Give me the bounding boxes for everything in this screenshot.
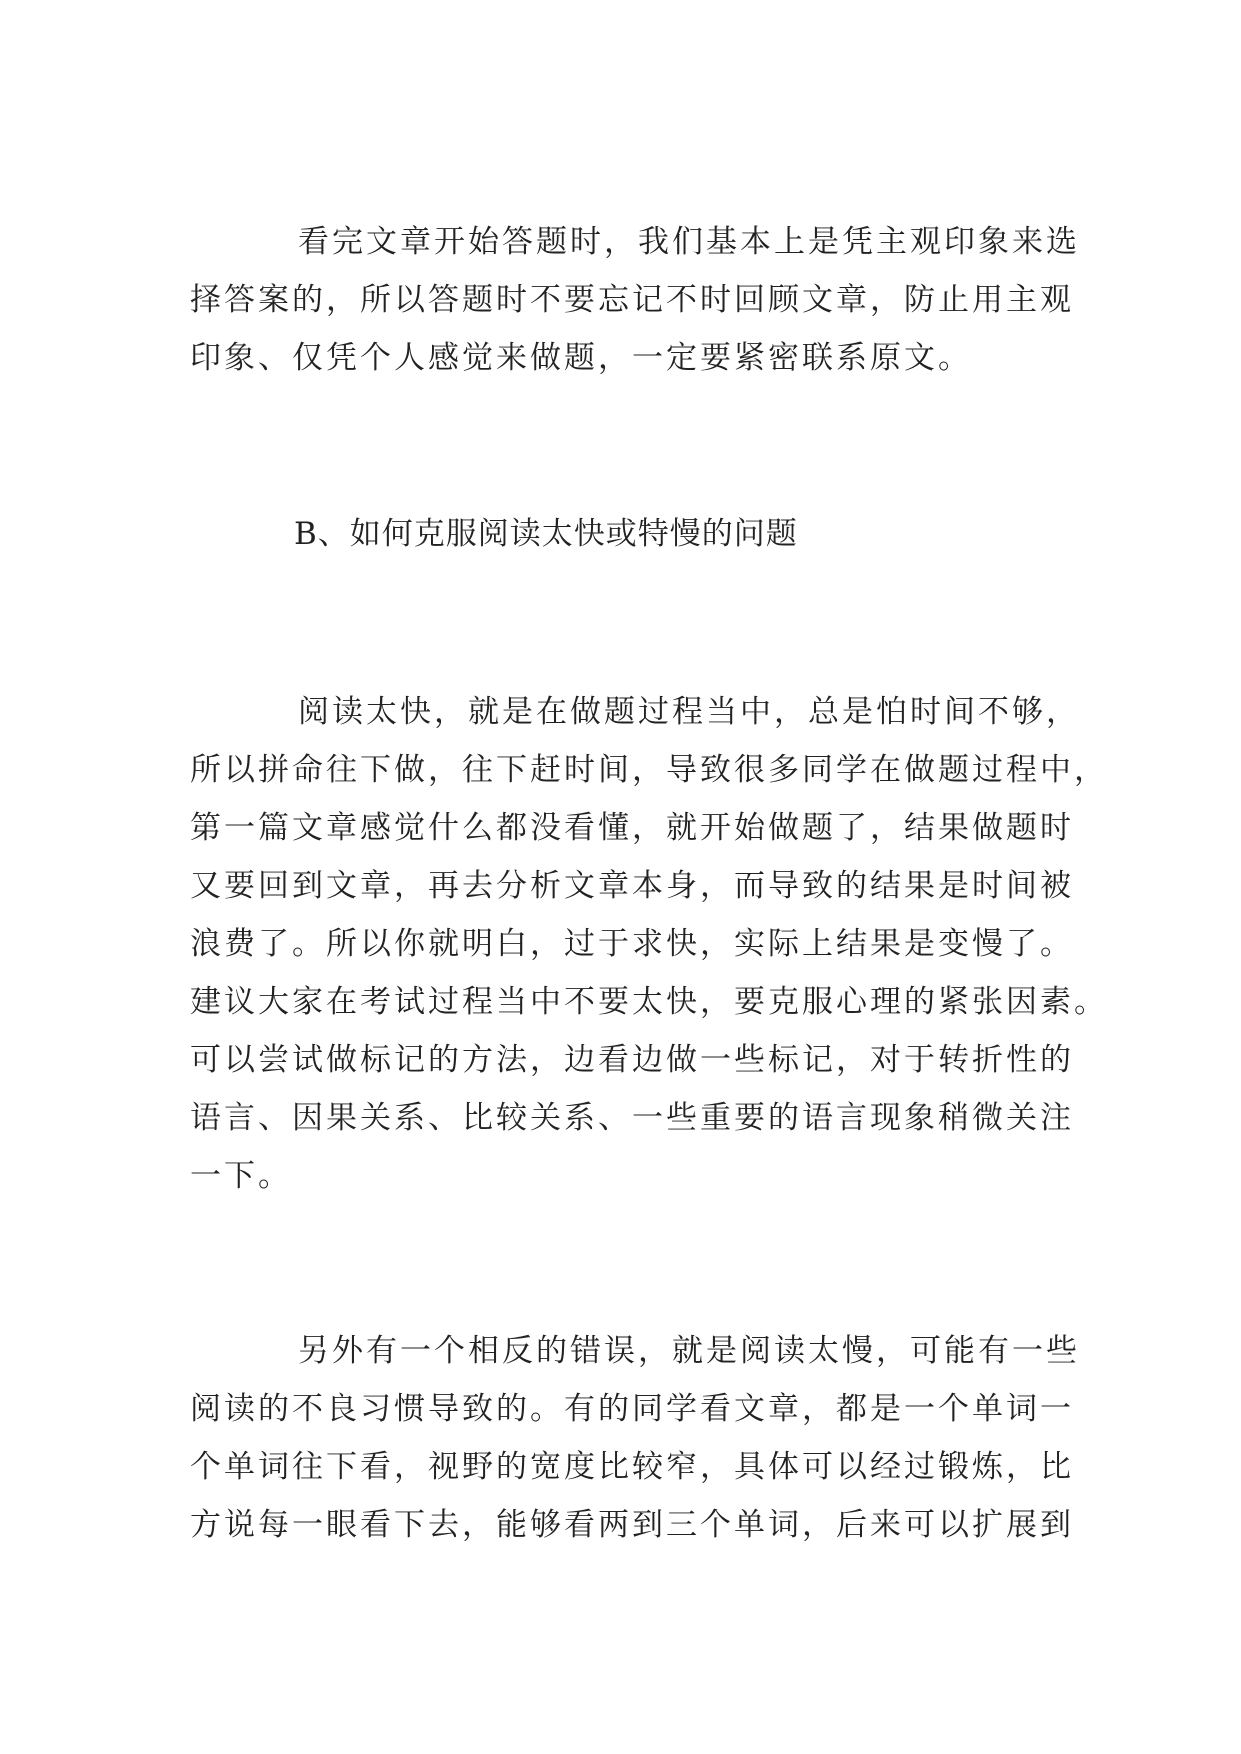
paragraph-line: 可以尝试做标记的方法，边看边做一些标记，对于转折性的 — [190, 1042, 1074, 1078]
paragraph-line: 建议大家在考试过程当中不要太快，要克服心理的紧张因素。 — [190, 984, 1108, 1020]
paragraph-line: 看完文章开始答题时，我们基本上是凭主观印象来选 — [298, 224, 1080, 260]
paragraph-line: 阅读太快，就是在做题过程当中，总是怕时间不够， — [298, 694, 1080, 730]
paragraph-line: 语言、因果关系、比较关系、一些重要的语言现象稍微关注 — [190, 1100, 1074, 1136]
section-heading: B、如何克服阅读太快或特慢的问题 — [294, 516, 798, 552]
paragraph-line: 印象、仅凭个人感觉来做题，一定要紧密联系原文。 — [190, 340, 972, 376]
paragraph-line: 阅读的不良习惯导致的。有的同学看文章，都是一个单词一 — [190, 1391, 1074, 1427]
paragraph-line: 浪费了。所以你就明白，过于求快，实际上结果是变慢了。 — [190, 926, 1074, 962]
paragraph-line: 方说每一眼看下去，能够看两到三个单词，后来可以扩展到 — [190, 1507, 1074, 1543]
paragraph-line: 一下。 — [190, 1158, 292, 1194]
paragraph-line: 个单词往下看，视野的宽度比较窄，具体可以经过锻炼，比 — [190, 1449, 1074, 1485]
paragraph-line: 择答案的，所以答题时不要忘记不时回顾文章，防止用主观 — [190, 282, 1074, 318]
paragraph-line: 所以拼命往下做，往下赶时间，导致很多同学在做题过程中， — [190, 752, 1108, 788]
paragraph-line: 另外有一个相反的错误，就是阅读太慢，可能有一些 — [298, 1333, 1080, 1369]
paragraph-line: 第一篇文章感觉什么都没看懂，就开始做题了，结果做题时 — [190, 810, 1074, 846]
paragraph-line: 又要回到文章，再去分析文章本身，而导致的结果是时间被 — [190, 868, 1074, 904]
